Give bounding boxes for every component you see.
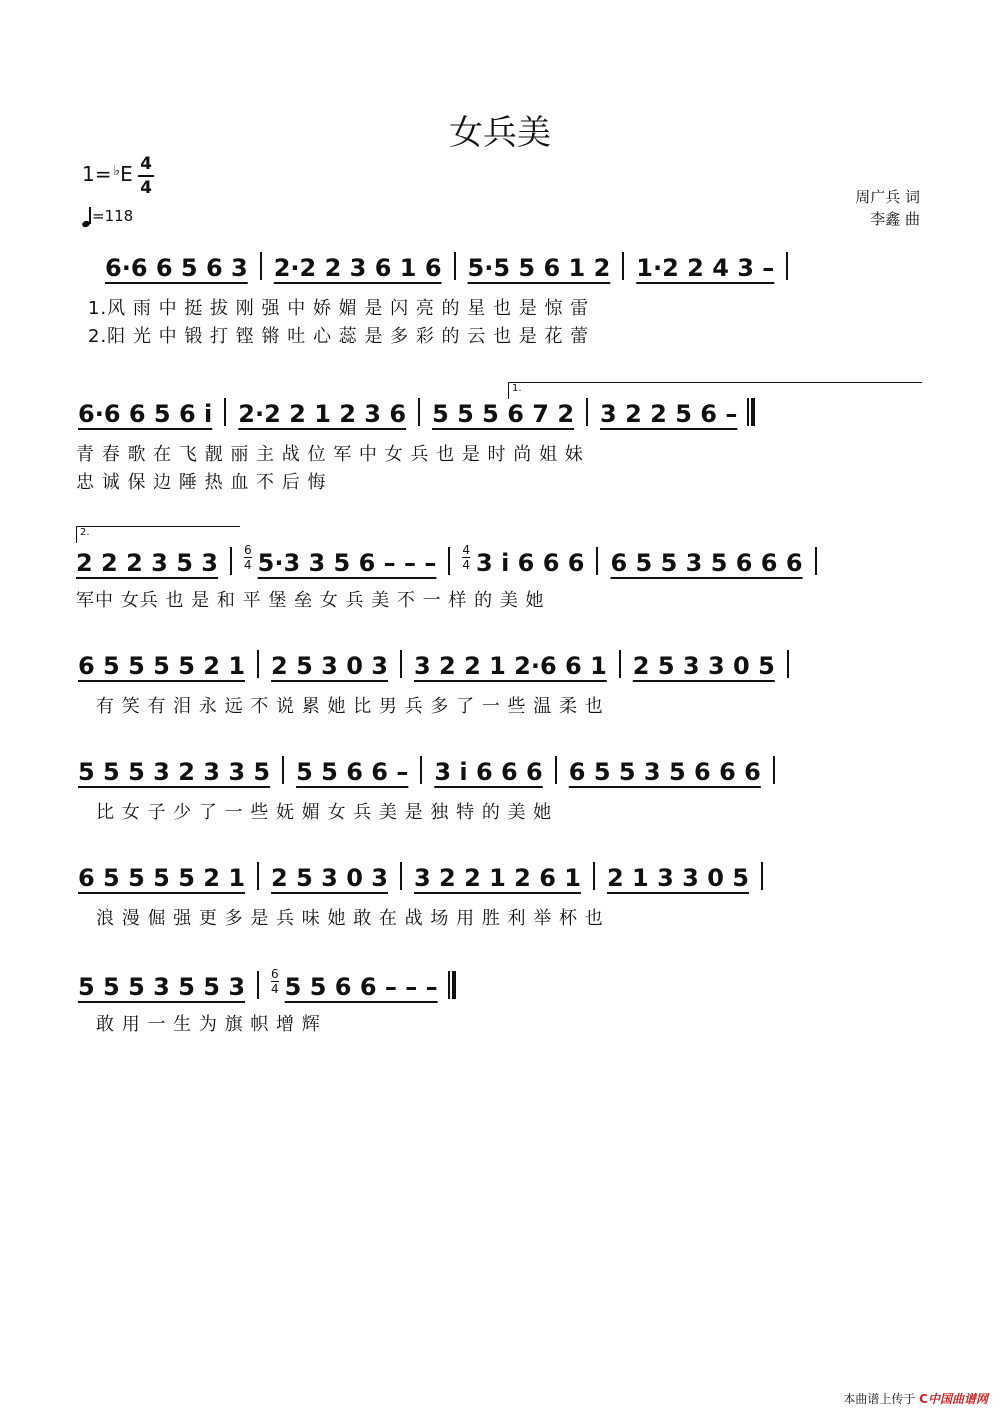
- measure: 3 2 2 1 2 6 1: [413, 864, 581, 892]
- lyric-verse-1: 浪 漫 倔 强 更 多 是 兵 味 她 敢 在 战 场 用 胜 利 举 杯 也: [96, 908, 604, 929]
- measure: 2 5 3 0 3: [271, 864, 388, 892]
- composer-credit: 李鑫 曲: [870, 210, 920, 228]
- measure: 5 5 6 6 – – –: [284, 973, 438, 1001]
- measure: 2 1 3 3 0 5: [606, 864, 749, 892]
- measure: 2·2 2 1 2 3 6: [238, 400, 407, 428]
- key-tonic: E: [120, 162, 133, 186]
- footer-text: 本曲谱上传于: [843, 1392, 916, 1406]
- song-title: 女兵美: [449, 113, 551, 153]
- time-signature-top: 4: [140, 154, 152, 174]
- tempo-value: =118: [92, 207, 134, 225]
- lyric-verse-1: 比 女 子 少 了 一 些 妩 媚 女 兵 美 是 独 特 的 美 她: [96, 802, 553, 823]
- credits: [855, 186, 920, 230]
- measure: 3 2 2 5 6 –: [600, 400, 738, 428]
- notes-row: [76, 544, 1000, 577]
- site-brand: 中国曲谱网: [927, 1392, 988, 1406]
- measure: 5 5 5 3 5 5 3: [78, 973, 246, 1001]
- lyric-verse-2: 忠 诚 保 边 陲 热 血 不 后 悔: [76, 472, 327, 493]
- tempo-marking: [82, 205, 133, 227]
- notes-row: [78, 650, 1000, 680]
- measure: 1·2 2 4 3 –: [636, 254, 775, 282]
- measure: 2 5 3 0 3: [271, 652, 388, 680]
- key-prefix: 1=: [82, 162, 112, 186]
- measure: 3 i 6 6 6: [476, 549, 585, 577]
- measure: 6 5 5 5 5 2 1: [78, 652, 246, 680]
- lyric-verse-1: 有 笑 有 泪 永 远 不 说 累 她 比 男 兵 多 了 一 些 温 柔 也: [96, 696, 604, 717]
- lyric-verse-1: 1.风 雨 中 挺 拔 刚 强 中 娇 媚 是 闪 亮 的 星 也 是 惊 雷: [88, 298, 590, 319]
- measure: 6·6 6 5 6 3: [105, 254, 248, 282]
- notes-row: [105, 252, 1000, 282]
- time-change: $\frac{4}{4}$: [462, 543, 471, 572]
- measure: 3 i 6 6 6: [434, 758, 543, 786]
- measure: 6 5 5 3 5 6 6 6: [568, 758, 761, 786]
- measure: 6 5 5 5 5 2 1: [78, 864, 246, 892]
- lyric-verse-1: 军中 女兵 也 是 和 平 堡 垒 女 兵 美 不 一 样 的 美 她: [76, 590, 545, 611]
- lyric-verse-2: 2.阳 光 中 锻 打 铿 锵 吐 心 蕊 是 多 彩 的 云 也 是 花 蕾: [88, 326, 590, 347]
- notes-row: [78, 756, 1000, 786]
- measure: 5·5 5 6 1 2: [467, 254, 611, 282]
- volta-1: 1.: [508, 382, 922, 399]
- lyric-verse-1: 敢 用 一 生 为 旗 帜 增 辉: [96, 1014, 321, 1035]
- key-signature: [82, 162, 133, 186]
- footer-credit: [843, 1390, 988, 1407]
- site-logo-icon: C: [919, 1392, 928, 1406]
- measure: 3 2 2 1 2·6 6 1: [413, 652, 607, 680]
- time-signature-bottom: 4: [140, 177, 152, 198]
- measure: 6·6 6 5 6 i: [78, 400, 213, 428]
- lyricist-credit: 周广兵 词: [855, 188, 920, 206]
- measure: 5·3 3 5 6 – – –: [257, 549, 437, 577]
- measure: 5 5 5 3 2 3 3 5: [78, 758, 271, 786]
- notes-row: [78, 398, 1000, 428]
- measure: 2 5 3 3 0 5: [632, 652, 775, 680]
- notes-row: [78, 862, 1000, 892]
- time-change: $\frac{6}{4}$: [243, 543, 252, 572]
- quarter-note-icon: [82, 205, 92, 227]
- time-change: $\frac{6}{4}$: [271, 967, 279, 996]
- measure: 5 5 5 6 7 2: [432, 400, 575, 428]
- lyric-verse-1: 青 春 歌 在 飞 靓 丽 主 战 位 军 中 女 兵 也 是 时 尚 姐 妹: [76, 444, 584, 465]
- measure: 5 5 6 6 –: [296, 758, 409, 786]
- flat-sign: ♭: [113, 163, 121, 179]
- measure: 6 5 5 3 5 6 6 6: [610, 549, 803, 577]
- measure: 2 2 2 3 5 3: [76, 549, 218, 577]
- notes-row: [78, 968, 1000, 1001]
- time-signature: [138, 154, 154, 198]
- measure: 2·2 2 3 6 1 6: [273, 254, 442, 282]
- volta-2: 2.: [76, 526, 240, 543]
